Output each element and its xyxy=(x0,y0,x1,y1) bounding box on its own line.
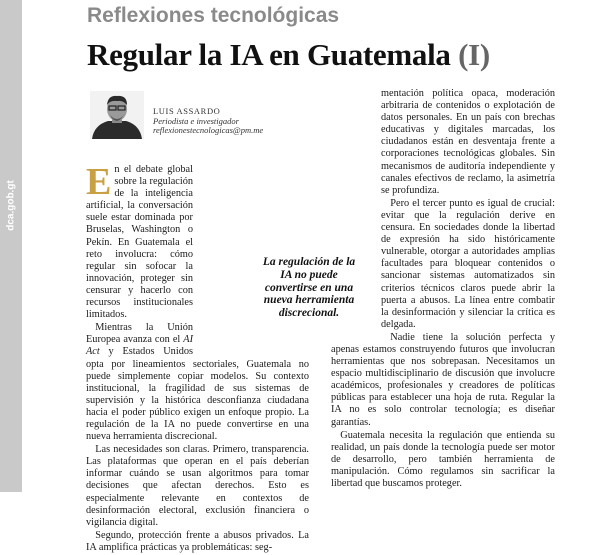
author-role: Periodista e investigador xyxy=(153,115,239,126)
section-title: Reflexiones tecnológicas xyxy=(87,4,340,27)
paragraph: Guatemala necesita la regulación que entienda su realidad, un país donde la tecnología puede ser motor de desarrollo, pero también herramienta de manipulación. Cómo regulamos sin sacrificar la libertad que buscamos proteger. xyxy=(331,429,555,489)
sidebar-strip xyxy=(0,0,22,492)
paragraph: Pero el tercer punto es igual de crucial: evitar que la regulación derive en censura. En sociedades donde la libertad de expresión ha sido históricamente vulnerable, otorgar a autoridades amplias facultades para bloquear contenidos o sancionar sistemas automatizados sin criterios técnicos claros puede abrir la puerta a abusos. La línea entre combatir la desinformación y silenciar la crítica es delgada. xyxy=(381,197,555,330)
headline-part: (I) xyxy=(458,37,490,72)
pull-quote: La regulación de la IA no puede convertirse en una nueva herramienta discrecional. xyxy=(262,256,356,320)
drop-cap: E xyxy=(86,161,112,203)
page-title xyxy=(87,37,490,73)
paragraph: En el debate global sobre la regulación de la inteligencia artificial, la conversación suele estar dominada por Bruselas, Washington o Pekín. En Guatemala el reto involucra: cómo regular sin sofocar la innovación, proteger sin censurar y hacerlo con recursos institucionales limitados. xyxy=(86,161,193,321)
source-label: dca.gob.gt xyxy=(5,180,17,231)
author-photo xyxy=(90,91,144,139)
headline-text: Regular la IA en Guatemala xyxy=(87,37,451,72)
paragraph: Nadie tiene la solución perfecta y apenas estamos construyendo futuros que involucran herramientas que nos sobrepasan. Necesitamos un espacio multidisciplinario de discusión que involucre académicos, profesionales y creadores de políticas públicas para establecer una hoja de ruta. Regular la IA no es solo controlar tecnología; es diseñar garantías. xyxy=(331,331,555,428)
paragraph: Mientras la Unión Europea avanza con el AI Act y Estados Unidos opta por lineamientos sectoriales, Guatemala no puede simplemente copiar modelos. Su contexto institucional, la fragilidad de sus sistemas de supervisión y la histórica desconfianza ciudadana hacia el poder público exigen un enfoque propio. La regulación de la IA no puede convertirse en una nueva herramienta discrecional. xyxy=(86,322,309,443)
paragraph: Las necesidades son claras. Primero, transparencia. Las plataformas que operan en el país deberían informar cuándo se usan algoritmos para tomar decisiones que afectan derechos. Esto es especialmente relevante en contextos de desinformación electoral, exclusión financiera o vigilancia digital. xyxy=(86,444,309,528)
column-right xyxy=(331,88,555,491)
byline xyxy=(153,107,293,136)
author-email[interactable]: reflexionestecnologicas@pm.me xyxy=(153,125,264,135)
paragraph: mentación política opaca, moderación arbitraria de contenidos o explotación de datos personales. En un país con brechas educativas y digitales marcadas, los ciudadanos están en desventaja frente a corporaciones tecnológicas globales. Sin mecanismos de auditoría independiente y canales efectivos de reclamo, la asimetría se profundiza. xyxy=(381,88,555,196)
column-left xyxy=(86,161,309,555)
paragraph: Segundo, protección frente a abusos privados. La IA amplifica prácticas ya problemáticas: seg- xyxy=(86,529,309,553)
author-name: LUIS ASSARDO xyxy=(153,106,221,116)
